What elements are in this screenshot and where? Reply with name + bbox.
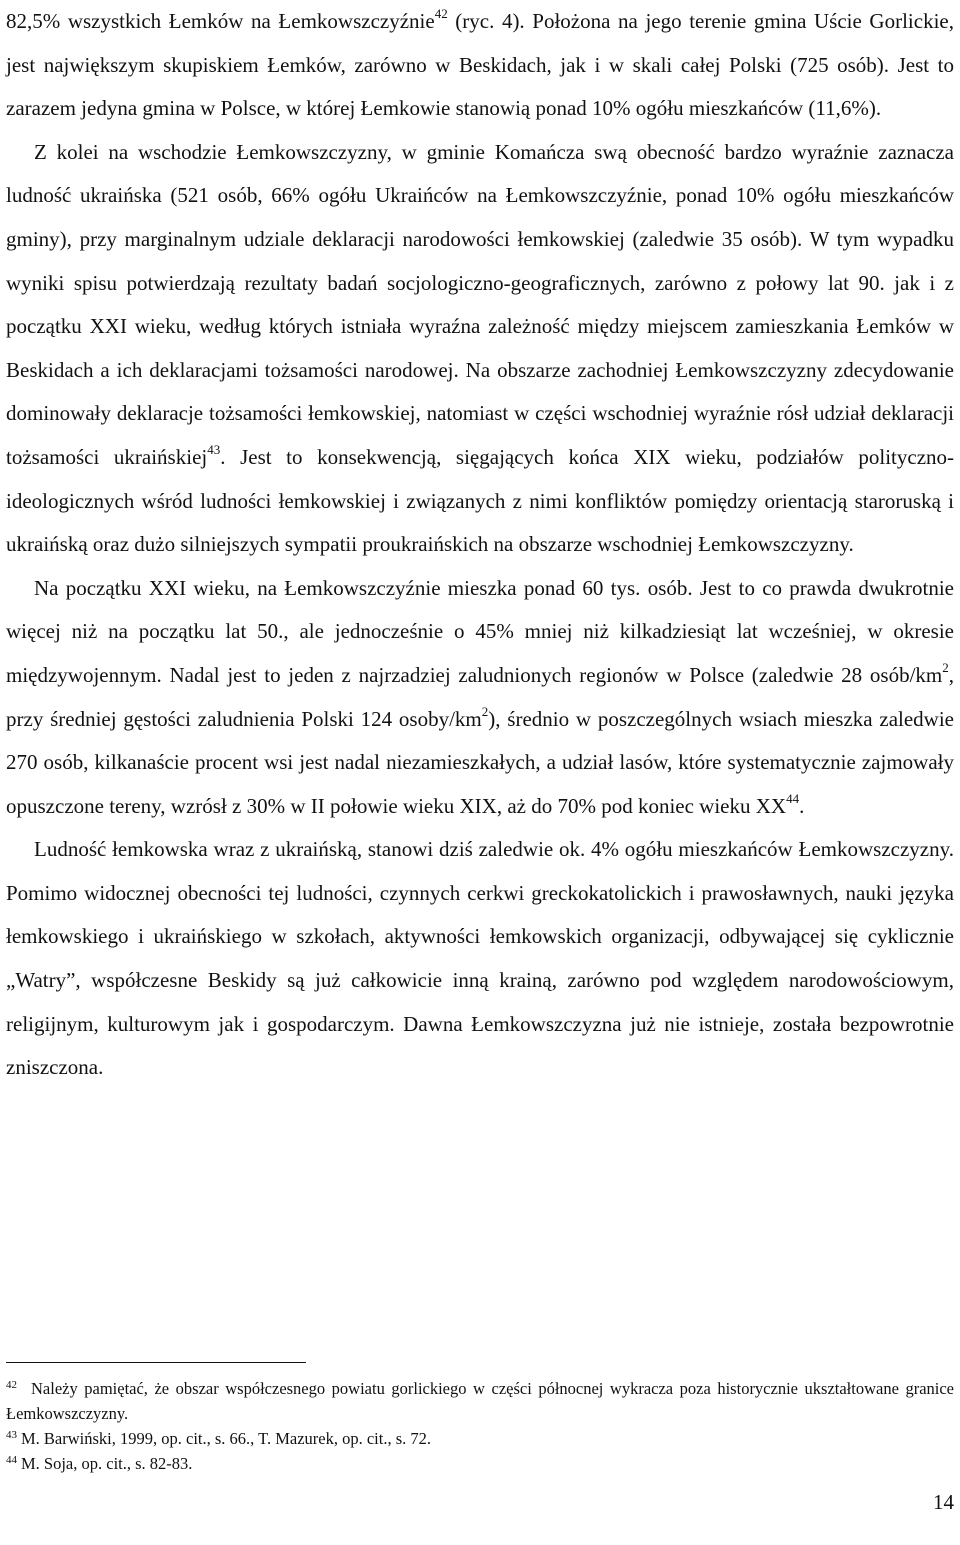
footnote-reference: 43: [207, 441, 221, 457]
body-text: [6, 0, 954, 1090]
footnote-44: [6, 1451, 954, 1476]
text-run: .: [799, 793, 805, 818]
paragraph-3: [6, 567, 954, 829]
footnote-reference: 2: [942, 659, 949, 675]
text-run: Z kolei na wschodzie Łemkowszczyzny, w gminie Komańcza swą obecność bardzo wyraźnie zaznacza ludność ukraińska (521 osób, 66% ogółu Ukraińców na Łemkowszczyźnie, ponad 10% ogółu mieszkańców gminy), przy marginalnym udziale deklaracji narodowości łemkowskiej (zaledwie 35 osób). W tym wypadku wyniki spisu potwierdzają rezultaty badań socjologiczno-geograficznych, zarówno z połowy lat 90. jak i z początku XXI wieku, według których istniała wyraźna zależność między miejscem zamieszkania Łemków w Beskidach a ich deklaracjami tożsamości narodowej. Na obszarze zachodniej Łemkowszczyzny zdecydowanie dominowały deklaracje tożsamości łemkowskiej, natomiast w części wschodniej wyraźnie rósł udział deklaracji tożsamości ukraińskiej: [6, 139, 954, 469]
footnote-text: Należy pamiętać, że obszar współczesnego powiatu gorlickiego w części północnej wykracza poza historycznie ukształtowane granice Łemkowszczyzny.: [6, 1379, 954, 1423]
page-number: 14: [933, 1490, 954, 1514]
footnote-text: M. Barwiński, 1999, op. cit., s. 66., T. Mazurek, op. cit., s. 72.: [21, 1429, 432, 1448]
footnote-reference: 42: [434, 6, 448, 21]
footnote-number: 43: [6, 1428, 17, 1441]
paragraph-4: [6, 828, 954, 1090]
footnotes: [6, 1376, 954, 1476]
footnote-number: 44: [6, 1453, 17, 1466]
text-run: Ludność łemkowska wraz z ukraińską, stanowi dziś zaledwie ok. 4% ogółu mieszkańców Łemkowszczyzny. Pomimo widocznej obecności tej ludności, czynnych cerkwi greckokatolickich i prawosławnych, nauki języka łemkowskiego i ukraińskiego w szkołach, aktywności łemkowskich organizacji, odbywającej się cyklicznie „Watry”, współczesne Beskidy są już całkowicie inną krainą, zarówno pod względem narodowościowym, religijnym, kulturowym jak i gospodarczym. Dawna Łemkowszczyzna już nie istnieje, została bezpowrotnie zniszczona.: [6, 837, 954, 1080]
text-run: ), średnio w poszczególnych wsiach mieszka zaledwie 270 osób, kilkanaście procent wsi jest nadal niezamieszkałych, a udział lasów, które systematycznie zajmowały opuszczone tereny, wzrósł z 30% w II połowie wieku XIX, aż do 70% pod koniec wieku XX: [6, 706, 955, 818]
footnote-reference: 44: [786, 790, 800, 806]
footnote-42: [6, 1376, 954, 1426]
paragraph-1: [6, 0, 954, 131]
footnote-number: 42: [6, 1378, 17, 1391]
paragraph-2: [6, 131, 954, 567]
text-run: , przy średniej gęstości zaludnienia Polski 124 osoby/km: [6, 662, 954, 731]
text-run: 82,5% wszystkich Łemków na Łemkowszczyźnie: [6, 9, 435, 33]
footnote-text: M. Soja, op. cit., s. 82-83.: [21, 1454, 193, 1473]
text-run: Na początku XXI wieku, na Łemkowszczyźnie mieszka ponad 60 tys. osób. Jest to co prawda dwukrotnie więcej niż na początku lat 50., ale jednocześnie o 45% mniej niż kilkadziesiąt lat wcześniej, w okresie międzywojennym. Nadal jest to jeden z najrzadziej zaludnionych regionów w Polsce (zaledwie 28 osób/km: [6, 575, 954, 687]
footnote-43: [6, 1426, 954, 1451]
text-run: . Jest to konsekwencją, sięgających końca XIX wieku, podziałów polityczno-ideologicznych wśród ludności łemkowskiej i związanych z nimi konfliktów pomiędzy orientacją staroruską i ukraińską oraz dużo silniejszych sympatii proukraińskich na obszarze wschodniej Łemkowszczyzny.: [6, 444, 955, 557]
footnote-reference: 2: [481, 703, 489, 719]
footnote-separator: [6, 1362, 306, 1363]
text-run: (ryc. 4). Położona na jego terenie gmina Uście Gorlickie, jest największym skupiskiem Łemków, zarówno w Beskidach, jak i w skali całej Polski (725 osób). Jest to zarazem jedyna gmina w Polsce, w której Łemkowie stanowią ponad 10% ogółu mieszkańców (11,6%).: [6, 9, 954, 121]
